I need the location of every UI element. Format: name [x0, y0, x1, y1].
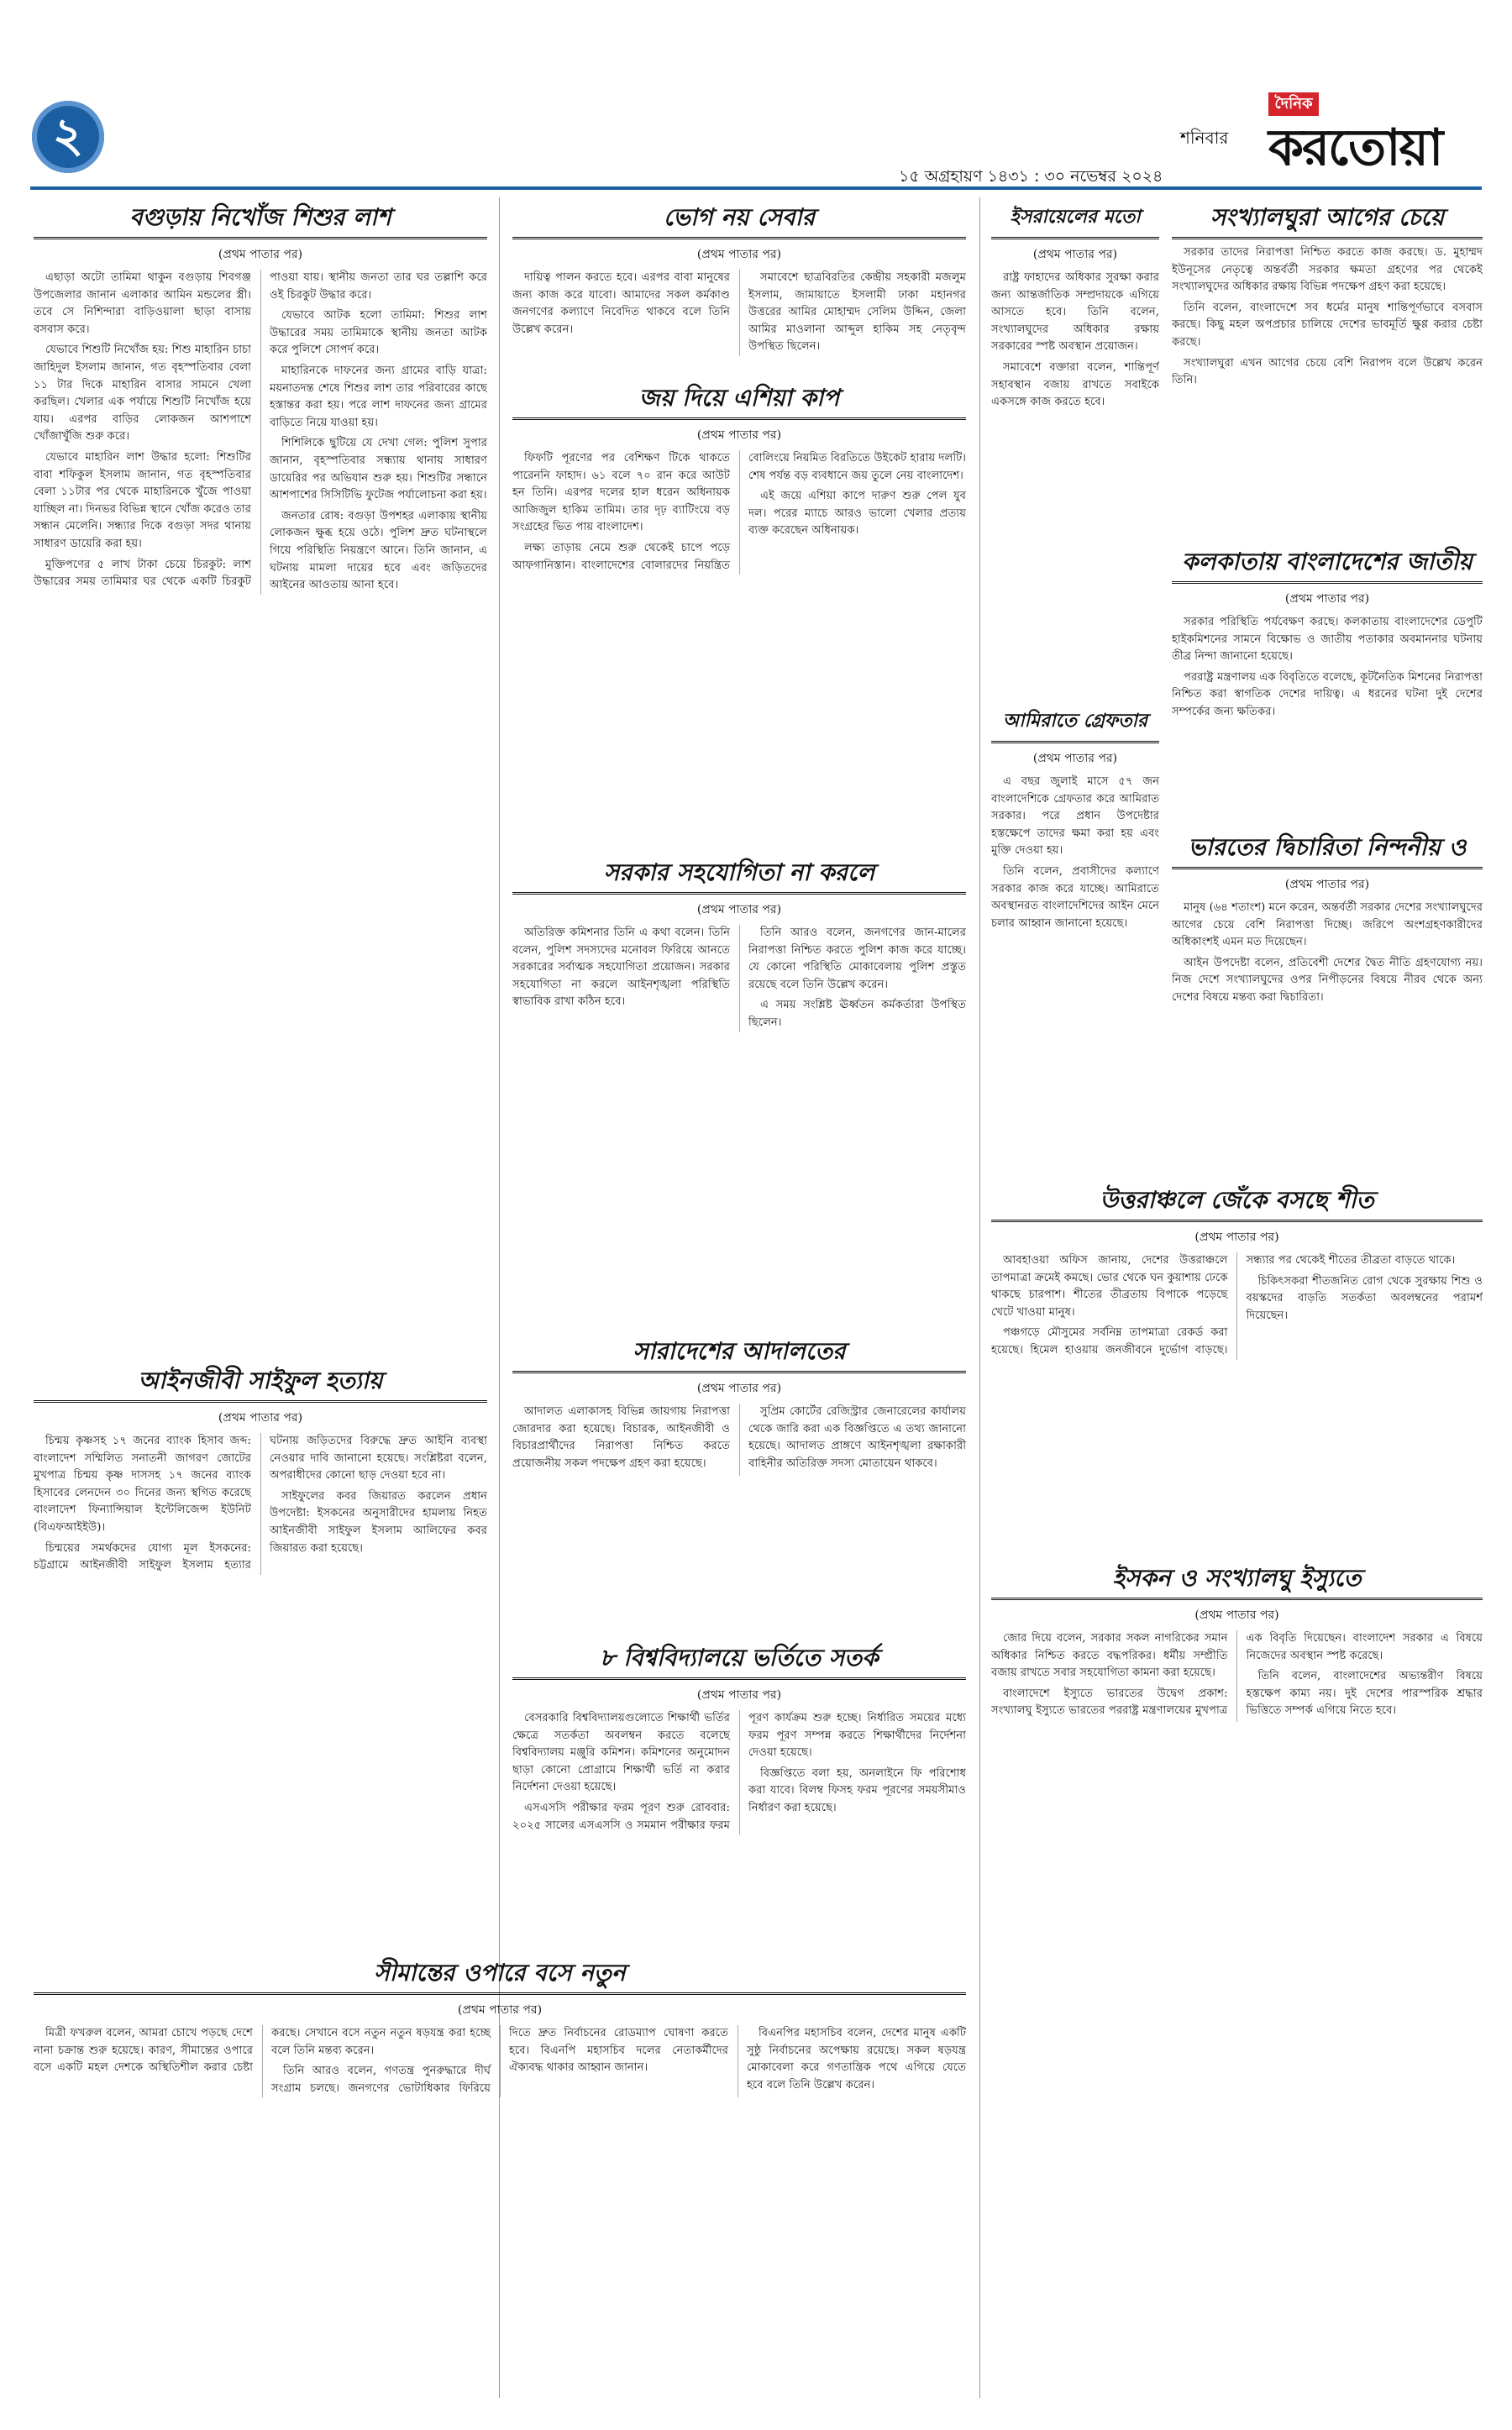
story-bharot — [1172, 832, 1483, 1176]
paragraph: তিনি আরও বলেন, গণতন্ত্র পুনরুদ্ধারে দীর্ঘ সংগ্রাম চলছে। জনগণের ভোটাধিকার ফিরিয়ে দিতে দ্রুত নির্বাচনের রোডম্যাপ ঘোষণা করতে হবে। বিএনপি মহাসচিব দলের নেতাকর্মীদের ঐক্যবদ্ধ থাকার আহ্বান জানান। — [271, 2027, 728, 2095]
story-headline: আইনজীবী সাইফুল হত্যায় — [34, 1365, 487, 1403]
continued-label: (প্রথম পাতার পর) — [696, 903, 782, 916]
story-headline: সারাদেশের আদালতের — [512, 1336, 966, 1373]
continued-label: (প্রথম পাতার পর) — [1032, 752, 1118, 765]
paragraph: সমাবেশে বক্তারা বলেন, শান্তিপূর্ণ সহাবস্থান বজায় রাখতে সবাইকে একসঙ্গে কাজ করতে হবে। — [991, 360, 1159, 409]
continued-label: (প্রথম পাতার পর) — [1284, 592, 1370, 606]
story-body — [1172, 900, 1483, 1007]
story-body — [1172, 244, 1483, 390]
story-shishu — [34, 202, 487, 1352]
paragraph: পররাষ্ট্র মন্ত্রণালয় এক বিবৃতিতে বলেছে, কূটনৈতিক মিশনের নিরাপত্তা নিশ্চিত করা স্বাগতিক দেশের দায়িত্ব। এ ধরনের ঘটনা দুই দেশের সম্পর্কের জন্য ক্ষতিকর। — [1172, 670, 1483, 718]
story-israel — [991, 202, 1159, 697]
paragraph: বিজ্ঞপ্তিতে বলা হয়, অনলাইনে ফি পরিশোধ করা যাবে। বিলম্ব ফিসহ ফরম পূরণের সময়সীমাও নির্ধারণ করা হয়েছে। — [748, 1766, 966, 1814]
paragraph: চিকিৎসকরা শীতজনিত রোগ থেকে সুরক্ষায় শিশু ও বয়স্কদের বাড়তি সতর্কতা অবলম্বনের পরামর্শ দিয়েছেন। — [1246, 1274, 1483, 1322]
story-headline: ইসরায়েলের মতো — [991, 202, 1159, 239]
page-header — [0, 0, 1512, 186]
story-body — [991, 270, 1159, 412]
paragraph: জোর দিয়ে বলেন, সরকার সকল নাগরিকের সমান অধিকার নিশ্চিত করতে বদ্ধপরিকর। ধর্মীয় সম্প্রীতি বজায় রাখতে সবার সহযোগিতা কামনা করা হয়েছে। — [991, 1632, 1228, 1680]
story-songkhaloghu — [1172, 202, 1483, 538]
continued-label: (প্রথম পাতার পর) — [457, 2003, 543, 2017]
paragraph: অতিরিক্ত কমিশনার তিনি এ কথা বলেন। তিনি বলেন, পুলিশ সদস্যদের মনোবল ফিরিয়ে আনতে সরকারের সর্বাত্মক সহযোগিতা প্রয়োজন। সরকার সহযোগিতা না করলে আইনশৃঙ্খলা পরিস্থিতি স্বাভাবিক রাখা কঠিন হবে। — [512, 926, 730, 1009]
paragraph: এই জয়ে এশিয়া কাপে দারুণ শুরু পেল যুব দল। পরের ম্যাচে আরও ভালো খেলার প্রত্যয় ব্যক্ত করেছেন অধিনায়ক। — [748, 490, 966, 538]
story-saiful — [34, 1365, 487, 1945]
continued-label: (প্রথম পাতার পর) — [1194, 1231, 1279, 1244]
story-headline: বগুড়ায় নিখোঁজ শিশুর লাশ — [34, 202, 487, 239]
column-divider — [979, 197, 980, 2398]
header-rule — [30, 186, 1482, 190]
continued-label: (প্রথম পাতার পর) — [696, 248, 782, 261]
paragraph: পঞ্চগড়ে মৌসুমের সর্বনিম্ন তাপমাত্রা রেকর্ড করা হয়েছে। হিমেল হাওয়ায় জনজীবনে দুর্ভোগ বাড়ছে। সন্ধ্যার পর থেকেই শীতের তীব্রতা বাড়তে থাকে। — [991, 1254, 1456, 1357]
paragraph: বাংলাদেশে ইস্যুতে ভারতের উদ্বেগ প্রকাশ: সংখ্যালঘু ইস্যুতে ভারতের পররাষ্ট্র মন্ত্রণালয়ের মুখপাত্র এক বিবৃতি দিয়েছেন। বাংলাদেশ সরকার এ বিষয়ে নিজেদের অবস্থান স্পষ্ট করেছে। — [991, 1632, 1483, 1718]
story-amirat — [991, 706, 1159, 1176]
story-headline: জয় দিয়ে এশিয়া কাপ — [512, 382, 966, 420]
story-headline: সংখ্যালঘুরা আগের চেয়ে — [1172, 202, 1483, 239]
logo-main-text: করতোয়া — [1268, 118, 1442, 177]
story-headline: সীমান্তের ওপারে বসে নতুন — [34, 1957, 966, 1995]
story-bhog — [512, 202, 966, 370]
paragraph: সরকার পরিস্থিতি পর্যবেক্ষণ করছে। কলকাতায় বাংলাদেশের ডেপুটি হাইকমিশনের সামনে বিক্ষোভ ও জাতীয় পতাকার অবমাননার ঘটনায় তীব্র নিন্দা জানানো হয়েছে। — [1172, 616, 1483, 664]
story-headline: ভোগ নয় সেবার — [512, 202, 966, 239]
paragraph: জনতার রোষ: বগুড়া উপশহর এলাকায় স্থানীয় লোকজন ক্ষুব্ধ হয়ে ওঠে। পুলিশ দ্রুত ঘটনাস্থলে গিয়ে পরিস্থিতি নিয়ন্ত্রণে আনে। তিনি জানান, এ ঘটনায় মামলা দায়ের হবে এবং জড়িতদের আইনের আওতায় আনা হবে। — [270, 509, 487, 592]
story-joy — [512, 382, 966, 848]
paragraph: সরকার তাদের নিরাপত্তা নিশ্চিত করতে কাজ করছে। ড. মুহাম্মদ ইউনূসের নেতৃত্বে অন্তর্বর্তী সরকার ক্ষমতা গ্রহণের পর থেকেই সংখ্যালঘুদের অধিকার রক্ষায় বিভিন্ন পদক্ষেপ গ্রহণ করা হয়েছে। — [1172, 246, 1483, 294]
continued-label: (প্রথম পাতার পর) — [218, 248, 303, 261]
paragraph: সুপ্রিম কোর্টের রেজিস্ট্রার জেনারেলের কার্যালয় থেকে জারি করা এক বিজ্ঞপ্তিতে এ তথ্য জানানো হয়েছে। আদালত প্রাঙ্গণে আইনশৃঙ্খলা রক্ষাকারী বাহিনীর অতিরিক্ত সদস্য মোতায়েন থাকবে। — [748, 1405, 966, 1470]
date-line: ১৫ অগ্রহায়ণ ১৪৩১ : ৩০ নভেম্বর ২০২৪ — [899, 167, 1163, 186]
paragraph: আবহাওয়া অফিস জানায়, দেশের উত্তরাঞ্চলে তাপমাত্রা ক্রমেই কমছে। ভোর থেকে ঘন কুয়াশায় ঢেকে থাকছে চারপাশ। শীতের তীব্রতায় বিপাকে পড়েছে খেটে খাওয়া মানুষ। — [991, 1254, 1228, 1319]
paragraph: মানুষ (৬৪ শতাংশ) মনে করেন, অন্তর্বর্তী সরকার দেশের সংখ্যালঘুদের আগের চেয়ে বেশি নিরাপত্তা দিচ্ছে। জরিপে অংশগ্রহণকারীদের অধিকাংশই এমন মত দিয়েছেন। — [1172, 901, 1483, 949]
paragraph: সংখ্যালঘুরা এখন আগের চেয়ে বেশি নিরাপদ বলে উল্লেখ করেন তিনি। — [1172, 356, 1483, 387]
story-body — [512, 1404, 966, 1476]
story-headline: উত্তরাঞ্চলে জেঁকে বসছে শীত — [991, 1184, 1483, 1222]
paragraph: মিত্রী ফখরুল বলেন, আমরা চোখে পড়ছে দেশে নানা চক্রান্ত শুরু হয়েছে। কারণ, সীমান্তের ওপারে বসে একটি মহল দেশকে অস্থিতিশীল করার চেষ্টা করছে। সেখানে বসে নতুন নতুন ষড়যন্ত্র করা হচ্ছে বলে তিনি মন্তব্য করেন। — [34, 2027, 491, 2075]
paragraph: যেভাবে শিশুটি নিখোঁজ হয়: শিশু মাহারিন চাচা জাহিদুল ইসলাম জানান, গত বৃহস্পতিবার বেলা ১১ টার দিকে মাহারিন বাসার সামনে খেলা করছিল। খেলার এক পর্যায়ে শিশুটি নিখোঁজ হয়ে যায়। এরপর বাড়ির লোকজন আশপাশে খোঁজাখুঁজি শুরু করে। — [34, 344, 251, 443]
paragraph: রাষ্ট্র ফাহাদের অধিকার সুরক্ষা করার জন্য আন্তর্জাতিক সম্প্রদায়কে এগিয়ে আসতে হবে। তিনি বলেন, সংখ্যালঘুদের অধিকার রক্ষায় সরকারের স্পষ্ট অবস্থান প্রয়োজন। — [991, 271, 1159, 354]
story-body — [34, 1433, 487, 1575]
paragraph: আইন উপদেষ্টা বলেন, প্রতিবেশী দেশের দ্বৈত নীতি গ্রহণযোগ্য নয়। নিজ দেশে সংখ্যালঘুদের ওপর নিপীড়নের বিষয়ে নীরব থেকে অন্য দেশের বিষয়ে মন্তব্য করা দ্বিচারিতা। — [1172, 956, 1483, 1004]
continued-label: (প্রথম পাতার পর) — [1194, 1609, 1279, 1622]
paragraph: বিএনপির মহাসচিব বলেন, দেশের মানুষ একটি সুষ্ঠু নির্বাচনের অপেক্ষায় রয়েছে। সকল ষড়যন্ত্র মোকাবেলা করে গণতান্ত্রিক পথে এগিয়ে যেতে হবে বলে তিনি উল্লেখ করেন। — [747, 2027, 966, 2091]
paragraph: তিনি বলেন, বাংলাদেশের অভ্যন্তরীণ বিষয়ে হস্তক্ষেপ কাম্য নয়। দুই দেশের পারস্পরিক শ্রদ্ধার ভিত্তিতে সম্পর্ক এগিয়ে নিতে হবে। — [1246, 1670, 1483, 1718]
paragraph: লক্ষ্য তাড়ায় নেমে শুরু থেকেই চাপে পড়ে আফগানিস্তান। বাংলাদেশের বোলারদের নিয়ন্ত্রিত বোলিংয়ে নিয়মিত বিরতিতে উইকেট হারায় দলটি। শেষ পর্যন্ত বড় ব্যবধানে জয় তুলে নেয় বাংলাদেশ। — [512, 452, 966, 572]
weekday: শনিবার — [1180, 128, 1229, 148]
story-body — [991, 1252, 1483, 1360]
story-headline: কলকাতায় বাংলাদেশের জাতীয় — [1172, 546, 1483, 584]
paragraph: যেভাবে আটক হলো তামিমা: শিশুর লাশ উদ্ধারের সময় তামিমাকে স্থানীয় জনতা আটক করে পুলিশে সোপর্দ করে। — [270, 309, 487, 357]
paragraph: মুক্তিপণের ৫ লাখ টাকা চেয়ে চিরকুট: লাশ উদ্ধারের সময় তামিমার ঘর থেকে একটি চিরকুট পাওয়া যায়। স্থানীয় জনতা তার ঘর তল্লাশি করে ওই চিরকুট উদ্ধার করে। — [34, 271, 487, 589]
story-body — [512, 450, 966, 575]
page-number-badge: ২ — [32, 101, 104, 173]
continued-label: (প্রথম পাতার পর) — [1032, 248, 1118, 261]
story-sohojogita — [512, 857, 966, 1323]
paragraph: শিশিলিকে ছুটিয়ে যে দেখা গেল: পুলিশ সুপার জানান, বৃহস্পতিবার সন্ধ্যায় থানায় সাধারণ ডায়েরির পর অভিযান শুরু হয়। শিশুটির সন্ধানে আশপাশের সিসিটিভি ফুটেজ পর্যালোচনা করা হয়। — [270, 437, 487, 502]
story-body — [991, 1630, 1483, 1722]
story-kolkata — [1172, 546, 1483, 823]
paragraph: আদালত এলাকাসহ বিভিন্ন জায়গায় নিরাপত্তা জোরদার করা হয়েছে। বিচারক, আইনজীবী ও বিচারপ্রার্থীদের নিরাপত্তা নিশ্চিত করতে প্রয়োজনীয় সকল পদক্ষেপ গ্রহণ করা হয়েছে। — [512, 1405, 730, 1470]
paragraph: সমাবেশে ছাত্রবিরতির কেন্দ্রীয় সহকারী মজলুম ইসলাম, জামায়াতে ইসলামী ঢাকা মহানগর উত্তরের আমির মোহাম্মদ সেলিম উদ্দিন, জেলা আমির মাওলানা আব্দুল হাকিম সহ নেতৃবৃন্দ উপস্থিত ছিলেন। — [748, 271, 966, 354]
story-university — [512, 1642, 966, 1949]
paragraph: চিন্ময়ের সমর্থকদের যোগ্য মূল ইসকনের: চট্টগ্রামে আইনজীবী সাইফুল ইসলাম হত্যার ঘটনায় জড়িতদের বিরুদ্ধে দ্রুত আইনি ব্যবস্থা নেওয়ার দাবি জানানো হয়েছে। সংশ্লিষ্টরা বলেন, অপরাধীদের কোনো ছাড় দেওয়া হবে না। — [34, 1435, 487, 1572]
story-uttor — [991, 1184, 1483, 1554]
story-body — [512, 1710, 966, 1834]
story-body — [512, 270, 966, 356]
story-headline: ৮ বিশ্ববিদ্যালয়ে ভর্তিতে সতর্ক — [512, 1642, 966, 1680]
story-body — [34, 270, 487, 595]
story-body — [512, 925, 966, 1032]
paragraph: এ বছর জুলাই মাসে ৫৭ জন বাংলাদেশিকে গ্রেফতার করে আমিরাত সরকার। পরে প্রধান উপদেষ্টার হস্তক্ষেপে তাদের ক্ষমা করা হয় এবং মুক্তি দেওয়া হয়। — [991, 775, 1159, 858]
logo-small-text: দৈনিক — [1268, 92, 1319, 116]
continued-label: (প্রথম পাতার পর) — [218, 1411, 303, 1425]
paragraph: এসএসসি পরীক্ষার ফরম পূরণ শুরু রোববার: ২০২৫ সালের এসএসসি ও সমমান পরীক্ষার ফরম পূরণ কার্যক্রম শুরু হচ্ছে। নির্ধারিত সময়ের মধ্যে ফরম পূরণ সম্পন্ন করতে শিক্ষার্থীদের নির্দেশনা দেওয়া হয়েছে। — [512, 1712, 966, 1832]
paragraph: এ সময় সংশ্লিষ্ট ঊর্ধ্বতন কর্মকর্তারা উপস্থিত ছিলেন। — [748, 999, 966, 1029]
paragraph: চিন্ময় কৃষ্ণসহ ১৭ জনের ব্যাংক হিসাব জব্দ: বাংলাদেশ সম্মিলিত সনাতনী জাগরণ জোটের মুখপাত্র চিন্ময় কৃষ্ণ দাসসহ ১৭ জনের ব্যাংক হিসাবের লেনদেন ৩০ দিনের জন্য স্থগিত করেছে বাংলাদেশ ফিন্যান্সিয়াল ইন্টেলিজেন্স ইউনিট (বিএফআইইউ)। — [34, 1435, 251, 1534]
paragraph: বেসরকারি বিশ্ববিদ্যালয়গুলোতে শিক্ষার্থী ভর্তির ক্ষেত্রে সতর্কতা অবলম্বন করতে বলেছে বিশ্ববিদ্যালয় মঞ্জুরি কমিশন। কমিশনের অনুমোদন ছাড়া কোনো প্রোগ্রামে শিক্ষার্থী ভর্তি না করার নির্দেশনা দেওয়া হয়েছে। — [512, 1712, 730, 1794]
story-headline: আমিরাতে গ্রেফতার — [991, 706, 1159, 743]
paragraph: মাহারিনকে দাফনের জন্য গ্রামের বাড়ি যাত্রা: ময়নাতদন্ত শেষে শিশুর লাশ তার পরিবারের কাছে হস্তান্তর করা হয়। পরে লাশ দাফনের জন্য গ্রামের বাড়িতে নিয়ে যাওয়া হয়। — [270, 364, 487, 429]
story-headline: ভারতের দ্বিচারিতা নিন্দনীয় ও — [1172, 832, 1483, 869]
paragraph: যেভাবে মাহারিন লাশ উদ্ধার হলো: শিশুটির বাবা শফিকুল ইসলাম জানান, গত বৃহস্পতিবার বেলা ১১টার পর থেকে মাহারিনকে খুঁজে পাওয়া যাচ্ছিল না। দিনভর বিভিন্ন স্থানে খোঁজ করেও তার সন্ধান মেলেনি। সন্ধ্যার দিকে বগুড়া সদর থানায় সাধারণ ডায়েরি করা হয়। — [34, 450, 251, 550]
paragraph: এছাড়া অটো তামিমা থাকুন বগুড়ায় শিবগঞ্জ উপজেলার জানান এলাকার আমিন মন্ডলের স্ত্রী। তবে সে নিশিন্দারা বাড়িওয়ালা ছাড়া বাসায় বসবাস করে। — [34, 271, 251, 336]
story-body — [34, 2025, 966, 2097]
continued-label: (প্রথম পাতার পর) — [1284, 878, 1370, 891]
continued-label: (প্রথম পাতার পর) — [696, 428, 782, 442]
story-body — [1172, 614, 1483, 722]
continued-label: (প্রথম পাতার পর) — [696, 1688, 782, 1702]
paragraph: ফিফটি পূরণের পর বেশিক্ষণ টিকে থাকতে পারেননি ফাহাদ। ৬১ বলে ৭০ রান করে আউট হন তিনি। এরপর দলের হাল ধরেন অধিনায়ক আজিজুল হাকিম তামিম। তার দৃঢ় ব্যাটিংয়ে বড় সংগ্রহের ভিত পায় বাংলাদেশ। — [512, 452, 730, 534]
paragraph: সাইফুলের কবর জিয়ারত করলেন প্রধান উপদেষ্টা: ইসকনের অনুসারীদের হামলায় নিহত আইনজীবী সাইফুল ইসলাম আলিফের কবর জিয়ারত করা হয়েছে। — [270, 1489, 487, 1555]
newspaper-logo — [1268, 92, 1478, 177]
paragraph: দায়িত্ব পালন করতে হবে। এরপর বাবা মানুষের জন্য কাজ করে যাবো। আমাদের সকল কর্মকাণ্ড জনগণের কল্যাণে নিবেদিত থাকবে বলে তিনি উল্লেখ করেন। — [512, 271, 730, 336]
paragraph: তিনি আরও বলেন, জনগণের জান-মালের নিরাপত্তা নিশ্চিত করতে পুলিশ কাজ করে যাচ্ছে। যে কোনো পরিস্থিতি মোকাবেলায় পুলিশ প্রস্তুত রয়েছে বলে তিনি উল্লেখ করেন। — [748, 926, 966, 991]
story-simanto — [34, 1957, 966, 2402]
paragraph: তিনি বলেন, বাংলাদেশে সব ধর্মের মানুষ শান্তিপূর্ণভাবে বসবাস করছে। কিছু মহল অপপ্রচার চালিয়ে দেশের ভাবমূর্তি ক্ষুণ্ণ করার চেষ্টা করছে। — [1172, 301, 1483, 349]
story-adalot — [512, 1336, 966, 1630]
story-body — [991, 774, 1159, 932]
story-headline: ইসকন ও সংখ্যালঘু ইস্যুতে — [991, 1562, 1483, 1600]
paragraph: তিনি বলেন, প্রবাসীদের কল্যাণে সরকার কাজ করে যাচ্ছে। আমিরাতে অবস্থানরত বাংলাদেশিদের আইন মেনে চলার আহ্বান জানানো হয়েছে। — [991, 864, 1159, 930]
continued-label: (প্রথম পাতার পর) — [696, 1382, 782, 1395]
story-iskon — [991, 1562, 1483, 2402]
story-headline: সরকার সহযোগিতা না করলে — [512, 857, 966, 895]
